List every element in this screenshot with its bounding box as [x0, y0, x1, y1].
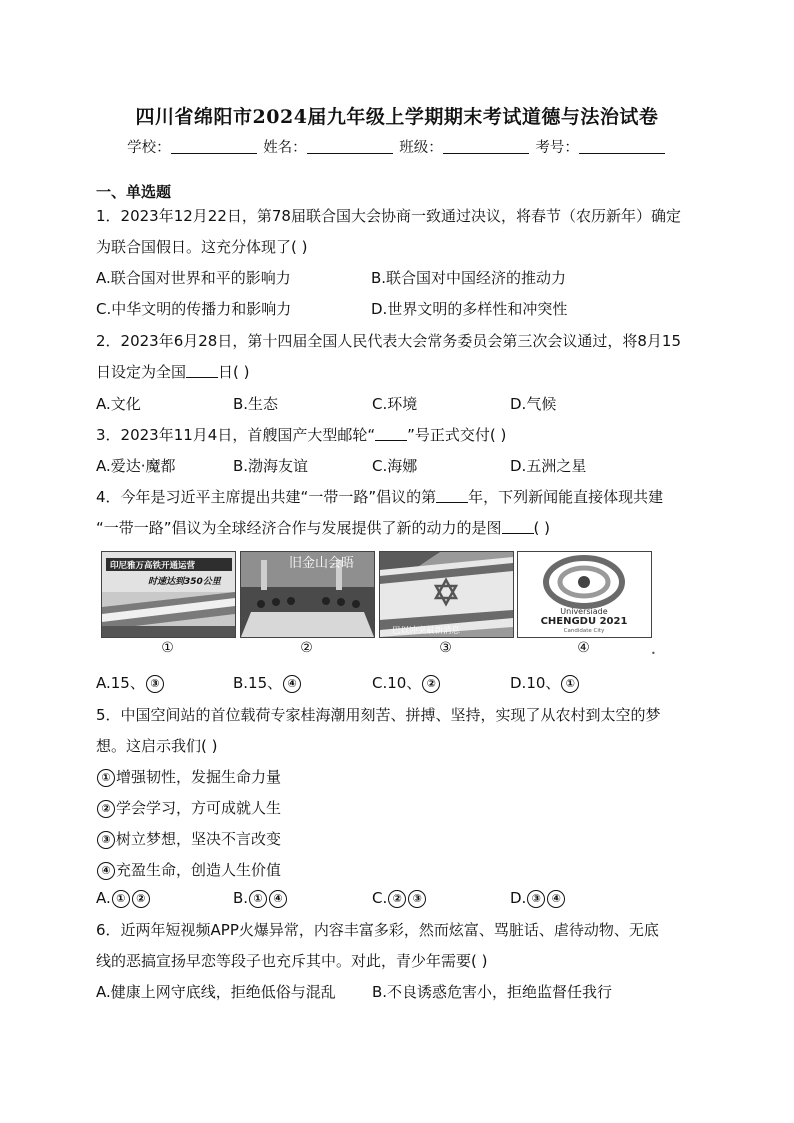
q5-statement-4 — [96, 859, 281, 880]
number-blank[interactable] — [579, 139, 665, 154]
q2-stem-part2: 日( ) — [218, 363, 250, 381]
q4-image-label-1: ① — [161, 640, 174, 656]
name-blank[interactable] — [307, 139, 393, 154]
class-label: 班级： — [399, 140, 443, 156]
q5-option-d-text: D. — [510, 889, 527, 907]
meeting-caption: 旧金山会晤 — [289, 556, 355, 571]
paragraph-mark: • — [651, 649, 656, 658]
q2-answer-blank[interactable] — [186, 365, 218, 378]
q3-option-c[interactable]: C.海娜 — [372, 457, 418, 475]
logo-text-3: Candidate City — [563, 628, 605, 634]
q5-statement-2-text: 学会学习，方可成就人生 — [116, 799, 282, 817]
q5-option-a-num1: ① — [112, 890, 130, 908]
q4-image-2-meeting-photo — [240, 551, 375, 638]
q4-option-c-text: C.10、 — [372, 674, 422, 692]
q3-option-b[interactable]: B.渤海友谊 — [233, 457, 309, 475]
number-label: 考号： — [535, 140, 579, 156]
q4-option-d-text: D.10、 — [510, 674, 561, 692]
section-heading: 一、单选题 — [96, 183, 172, 201]
q4-stem-part4: ( ) — [533, 519, 551, 537]
q5-stem-line2: 想。这启示我们( ) — [96, 737, 218, 755]
q4-option-c-number: ② — [422, 675, 440, 693]
q6-option-a[interactable]: A.健康上网守底线，拒绝低俗与混乱 — [96, 983, 336, 1001]
q5-option-c-num1: ② — [388, 890, 406, 908]
q5-option-b-text: B. — [233, 889, 249, 907]
q4-image-label-3: ③ — [439, 640, 452, 656]
q4-image-1-rail-photo — [101, 551, 236, 638]
q1-option-c[interactable]: C.中华文明的传播力和影响力 — [96, 300, 292, 318]
q3-answer-blank[interactable] — [375, 428, 407, 441]
q5-option-a-text: A. — [96, 889, 111, 907]
q4-year-blank[interactable] — [436, 490, 468, 503]
q1-option-d[interactable]: D.世界文明的多样性和冲突性 — [371, 300, 568, 318]
q4-option-d[interactable] — [510, 672, 580, 693]
q4-option-b-number: ④ — [283, 675, 301, 693]
q3-stem — [96, 424, 506, 445]
class-blank[interactable] — [443, 139, 529, 154]
q4-image-label-4: ④ — [577, 640, 590, 656]
q2-stem-part1: 日设定为全国 — [96, 363, 187, 381]
q3-stem-part2: ”号正式交付( ) — [407, 426, 507, 444]
q4-option-a[interactable] — [96, 672, 165, 693]
q5-statement-2-number: ② — [97, 800, 115, 818]
q5-option-a[interactable] — [96, 889, 151, 908]
q5-statement-3-number: ③ — [97, 831, 115, 849]
q4-stem-line1 — [96, 486, 663, 507]
rail-caption-2: 时速达到350公里 — [148, 577, 221, 587]
q3-stem-part1: 3．2023年11月4日，首艘国产大型邮轮“ — [96, 426, 376, 444]
q5-option-c-text: C. — [372, 889, 388, 907]
q2-option-c[interactable]: C.环境 — [372, 395, 418, 413]
q2-option-d[interactable]: D.气候 — [510, 395, 557, 413]
q5-option-b[interactable] — [233, 889, 288, 908]
logo-text-1: Universiade — [560, 607, 608, 616]
q1-option-b[interactable]: B.联合国对中国经济的推动力 — [371, 269, 567, 287]
q3-option-a[interactable]: A.爱达·魔都 — [96, 457, 176, 475]
q5-statement-4-text: 充盈生命，创造人生价值 — [116, 861, 282, 879]
q5-statement-3-text: 树立梦想，坚决不言改变 — [116, 830, 282, 848]
flag-caption: 巴以冲突最新消息 — [392, 626, 461, 636]
q4-stem-line2 — [96, 517, 550, 538]
q5-option-d[interactable] — [510, 889, 566, 908]
logo-text-2: CHENGDU 2021 — [540, 616, 628, 627]
q5-option-c[interactable] — [372, 889, 427, 908]
q6-stem-line2: 线的恶搞宣扬早恋等段子也充斥其中。对此，青少年需要( ) — [96, 952, 488, 970]
school-label: 学校： — [127, 140, 171, 156]
q4-option-d-number: ① — [561, 675, 579, 693]
q5-option-b-num1: ① — [249, 890, 267, 908]
q5-statement-1 — [96, 766, 281, 787]
rail-photo-graphic — [102, 552, 235, 637]
q4-option-b-text: B.15、 — [233, 674, 283, 692]
q5-statement-1-text: 增强韧性，发掘生命力量 — [116, 768, 282, 786]
exam-title: 四川省绵阳市2024届九年级上学期期末考试道德与法治试卷 — [135, 106, 659, 128]
flag-photo-graphic — [380, 552, 513, 637]
q4-stem-part3: “一带一路”倡议为全球经济合作与发展提供了新的动力的是图 — [96, 519, 502, 537]
school-blank[interactable] — [171, 139, 257, 154]
q5-option-b-num2: ④ — [269, 890, 287, 908]
universiade-logo-graphic — [518, 552, 651, 637]
name-label: 姓名： — [263, 140, 307, 156]
q4-image-label-2: ② — [300, 640, 313, 656]
q5-statement-1-number: ① — [97, 769, 115, 787]
q2-stem-line1: 2．2023年6月28日，第十四届全国人民代表大会常务委员会第三次会议通过，将8月15 — [96, 332, 681, 350]
meeting-photo-graphic — [241, 552, 374, 637]
q5-statement-3 — [96, 828, 281, 849]
q5-statement-2 — [96, 797, 281, 818]
q5-option-c-num2: ③ — [408, 890, 426, 908]
q5-statement-4-number: ④ — [97, 862, 115, 880]
q5-option-d-num1: ③ — [527, 890, 545, 908]
q4-option-a-text: A.15、 — [96, 674, 145, 692]
q4-option-b[interactable] — [233, 672, 302, 693]
q5-option-a-num2: ② — [132, 890, 150, 908]
q5-stem-line1: 5．中国空间站的首位载荷专家桂海潮用刻苦、拼搏、坚持，实现了从农村到太空的梦 — [96, 706, 661, 724]
q2-stem-line2 — [96, 361, 250, 382]
q4-image-4-logo — [517, 551, 652, 638]
rail-caption-1: 印尼雅万高铁开通运营 — [110, 561, 196, 571]
q6-stem-line1: 6．近两年短视频APP火爆异常，内容丰富多彩，然而炫富、骂脏话、虐待动物、无底 — [96, 921, 659, 939]
q4-image-3-flag-photo — [379, 551, 514, 638]
q3-option-d[interactable]: D.五洲之星 — [510, 457, 587, 475]
q2-option-a[interactable]: A.文化 — [96, 395, 141, 413]
q4-stem-part1: 4．今年是习近平主席提出共建“一带一路”倡议的第 — [96, 488, 437, 506]
q1-stem-line1: 1．2023年12月22日，第78届联合国大会协商一致通过决议，将春节（农历新年）确定 — [96, 207, 681, 225]
student-info-row — [0, 136, 794, 157]
q6-option-b[interactable]: B.不良诱惑危害小，拒绝监督任我行 — [372, 983, 613, 1001]
q1-stem-line2: 为联合国假日。这充分体现了( ) — [96, 238, 308, 256]
q4-stem-part2: 年，下列新闻能直接体现共建 — [468, 488, 664, 506]
q2-option-b[interactable]: B.生态 — [233, 395, 279, 413]
q4-option-a-number: ③ — [146, 675, 164, 693]
q4-option-c[interactable] — [372, 672, 441, 693]
q4-figure-blank[interactable] — [502, 521, 534, 534]
q5-option-d-num2: ④ — [547, 890, 565, 908]
q1-option-a[interactable]: A.联合国对世界和平的影响力 — [96, 269, 291, 287]
